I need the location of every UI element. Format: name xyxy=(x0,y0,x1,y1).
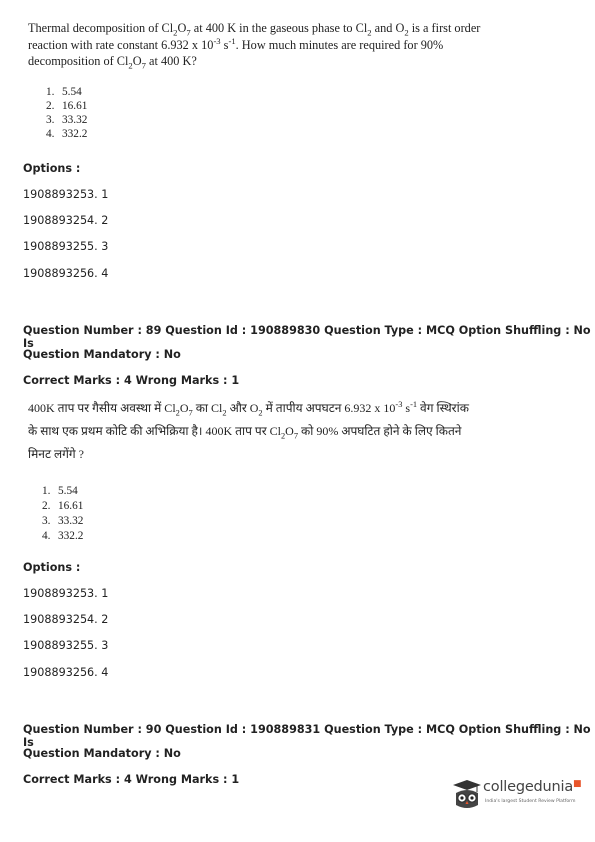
question-89-choices xyxy=(42,484,83,544)
question-88-choices xyxy=(46,85,87,141)
logo-wordmark: collegedunia■ xyxy=(483,779,582,795)
choice-item: 1. 5.54 xyxy=(42,485,78,497)
logo-tagline: India's largest Student Review Platform xyxy=(485,799,576,804)
owl-icon xyxy=(452,779,482,811)
option-id: 1908893254. 2 xyxy=(23,613,109,626)
choice-item: 1. 5.54 xyxy=(46,86,82,98)
question-88-text: Thermal decomposition of $Cl_2O_7$ at 400 K in the gaseous phase to $Cl_2$ and $O_2$ is a first order reaction with rate constant 6.932 x $10^{-3}$ $s^{-1}$. How much minutes are required for 90% decomposition of $Cl_2O_7$ at 400 K? xyxy=(28,21,481,71)
choice-item: 3. 33.32 xyxy=(46,114,88,126)
options-heading: Options : xyxy=(23,561,81,574)
option-id: 1908893256. 4 xyxy=(23,267,109,280)
choice-item: 2. 16.61 xyxy=(46,100,88,112)
question-89-text: 400K ताप पर गैसीय अवस्था में $Cl_2O_7$ का $Cl_2$ और $O_2$ में तापीय अपघटन 6.932 x $10^{-3}$ $s^{-1}$ वेग स्थिरांक के साथ एक प्रथम कोटि की अभिक्रिया है। 400K ताप पर $Cl_2O_7$ को 90% अपघटित होने के लिए कितने मिनट लगेंगे ? xyxy=(28,400,469,461)
question-mandatory: Question Mandatory : No xyxy=(23,747,181,760)
option-id: 1908893255. 3 xyxy=(23,240,109,253)
option-id: 1908893254. 2 xyxy=(23,214,109,227)
option-id: 1908893253. 1 xyxy=(23,188,109,201)
choice-item: 4. 332.2 xyxy=(42,530,84,542)
option-id: 1908893253. 1 xyxy=(23,587,109,600)
question-header: Question Number : 90 Question Id : 190889831 Question Type : MCQ Option Shuffling : No Is xyxy=(23,723,591,749)
option-id: 1908893256. 4 xyxy=(23,666,109,679)
options-heading: Options : xyxy=(23,162,81,175)
question-marks: Correct Marks : 4 Wrong Marks : 1 xyxy=(23,374,240,387)
option-id: 1908893255. 3 xyxy=(23,639,109,652)
collegedunia-logo xyxy=(452,777,587,817)
question-mandatory: Question Mandatory : No xyxy=(23,348,181,361)
question-header: Question Number : 89 Question Id : 190889830 Question Type : MCQ Option Shuffling : No Is xyxy=(23,324,591,350)
question-marks: Correct Marks : 4 Wrong Marks : 1 xyxy=(23,773,240,786)
choice-item: 2. 16.61 xyxy=(42,500,84,512)
choice-item: 4. 332.2 xyxy=(46,128,88,140)
choice-item: 3. 33.32 xyxy=(42,515,84,527)
